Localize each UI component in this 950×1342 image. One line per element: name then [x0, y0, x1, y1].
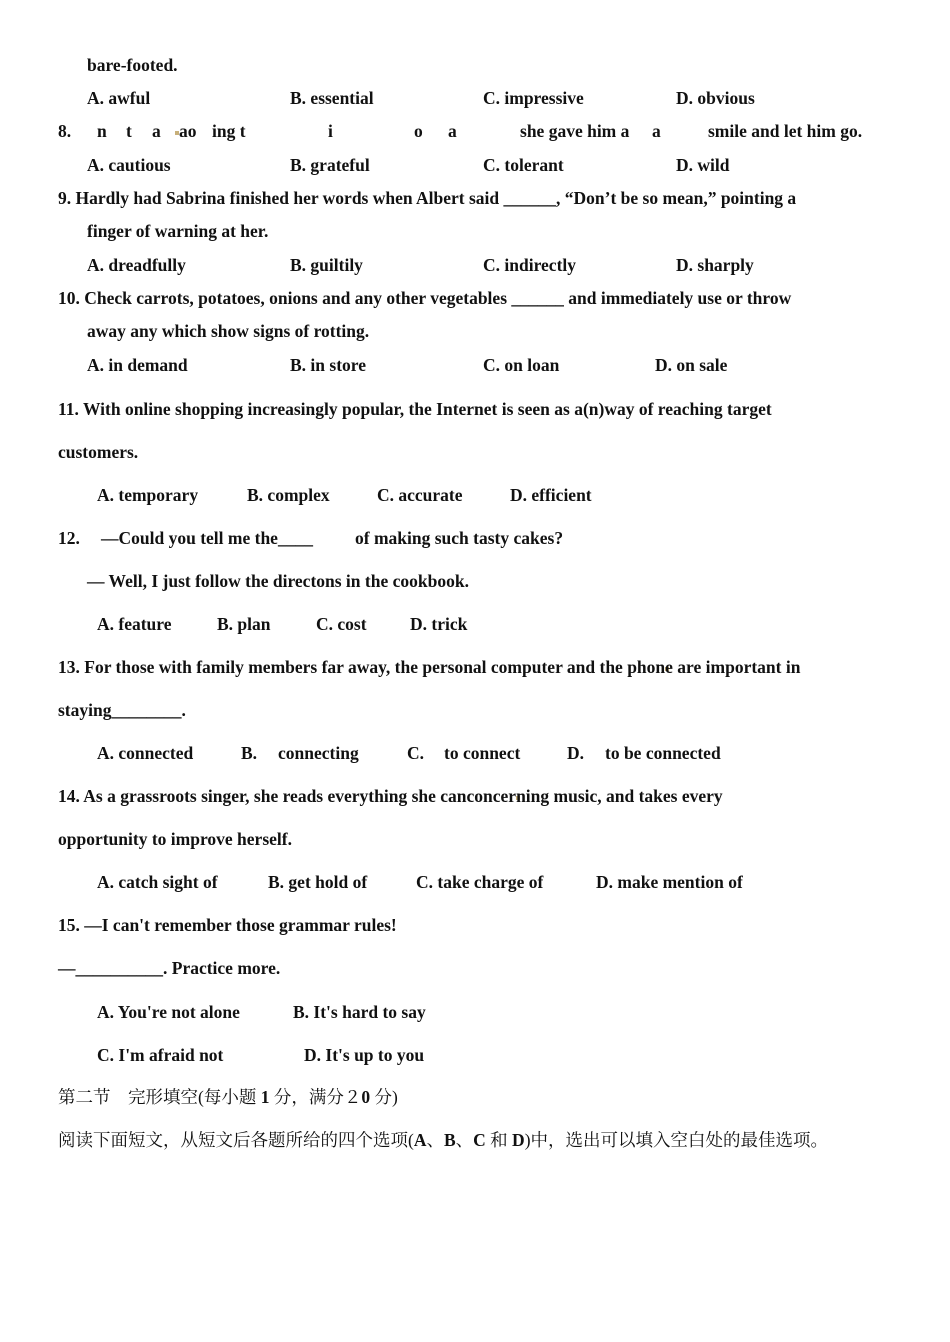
option-a: A. dreadfully — [87, 255, 186, 275]
option-d-label: D. — [567, 743, 585, 763]
option-b: B. guiltily — [290, 255, 363, 275]
option-a: A. feature — [97, 614, 172, 634]
option-c: C. take charge of — [416, 872, 544, 892]
option-b: B. in store — [290, 355, 366, 375]
option-c: C. cost — [316, 614, 367, 634]
q9-stem-line2: finger of warning at her. — [87, 221, 269, 241]
option-c: C. accurate — [377, 485, 463, 505]
section2-title: 第二节 完形填空(每小题 1 分，满分２0 分) — [58, 1087, 398, 1107]
option-b: B. It's hard to say — [293, 1002, 426, 1022]
option-b: B. grateful — [290, 155, 370, 175]
option-a: A. cautious — [87, 155, 171, 175]
option-c: C. on loan — [483, 355, 560, 375]
q14-stem-line2: opportunity to improve herself. — [58, 829, 292, 849]
option-d: to be connected — [605, 743, 721, 763]
option-a: A. You're not alone — [97, 1002, 240, 1022]
option-b: connecting — [278, 743, 359, 763]
option-a: A. temporary — [97, 485, 199, 505]
q11-stem-line2: customers. — [58, 442, 139, 462]
option-b-label: B. — [241, 743, 258, 763]
q7-continuation: bare-footed. — [87, 55, 178, 75]
q15-stem-line2: —__________. Practice more. — [58, 958, 281, 978]
q9-stem-line1: 9. Hardly had Sabrina finished her words when Albert said ______, “Don’t be so mean,” pointing a — [58, 188, 797, 208]
option-b: B. get hold of — [268, 872, 368, 892]
option-c: C. impressive — [483, 88, 584, 108]
option-c: C. indirectly — [483, 255, 577, 275]
option-b: B. complex — [247, 485, 330, 505]
q13-stem-line1: 13. For those with family members far away, the personal computer and the phone are important in — [58, 657, 801, 677]
q15-stem-line1: 15. —I can't remember those grammar rules! — [58, 915, 397, 935]
option-c: C. tolerant — [483, 155, 564, 175]
option-d: D. efficient — [510, 485, 592, 505]
q12-stem-line2: — Well, I just follow the directons in the cookbook. — [87, 571, 469, 591]
option-d: D. on sale — [655, 355, 728, 375]
q11-stem-line1: 11. With online shopping increasingly popular, the Internet is seen as a(n)way of reaching target — [58, 399, 772, 419]
option-d: D. wild — [676, 155, 730, 175]
option-c: C. I'm afraid not — [97, 1045, 224, 1065]
option-a: A. connected — [97, 743, 194, 763]
option-c: to connect — [444, 743, 521, 763]
q10-stem-line2: away any which show signs of rotting. — [87, 321, 370, 341]
section2-instructions: 阅读下面短文，从短文后各题所给的四个选项(A、B、C 和 D)中，选出可以填入空白处的最佳选项。 — [58, 1130, 829, 1150]
option-d: D. It's up to you — [304, 1045, 425, 1065]
option-a: A. in demand — [87, 355, 188, 375]
option-d: D. sharply — [676, 255, 754, 275]
q13-stem-line2: staying________. — [58, 700, 186, 720]
option-b: B. essential — [290, 88, 374, 108]
q14-stem-line1: 14. As a grassroots singer, she reads everything she canconcerning music, and takes every — [58, 786, 723, 806]
option-b: B. plan — [217, 614, 271, 634]
option-d: D. trick — [410, 614, 468, 634]
option-c-label: C. — [407, 743, 425, 763]
option-d: D. make mention of — [596, 872, 743, 892]
option-a: A. awful — [87, 88, 151, 108]
option-d: D. obvious — [676, 88, 755, 108]
q10-stem-line1: 10. Check carrots, potatoes, onions and any other vegetables ______ and immediately use or throw — [58, 288, 792, 308]
option-a: A. catch sight of — [97, 872, 218, 892]
